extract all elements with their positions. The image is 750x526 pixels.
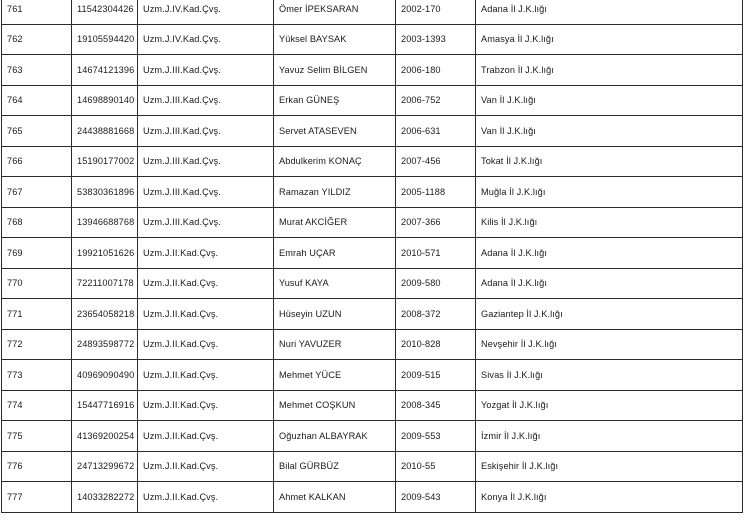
row-number-cell: 774	[2, 390, 72, 421]
rank-cell: Uzm.J.IV.Kad.Çvş.	[138, 24, 274, 55]
table-row	[2, 451, 743, 482]
registry-number-cell: 2006-180	[396, 55, 476, 86]
registry-number-cell: 2005-1188	[396, 177, 476, 208]
full-name-cell: Murat AKCİĞER	[274, 207, 396, 238]
id-number-cell: 24893598772	[72, 329, 138, 360]
full-name-cell: Mehmet YÜCE	[274, 360, 396, 391]
assigned-unit-cell: Adana İl J.K.lığı	[476, 268, 743, 299]
row-number-cell: 776	[2, 451, 72, 482]
id-number-cell: 40969090490	[72, 360, 138, 391]
full-name-cell: Yavuz Selim BİLGEN	[274, 55, 396, 86]
assigned-unit-cell: Eskişehir İl J.K.lığı	[476, 451, 743, 482]
rank-cell: Uzm.J.IV.Kad.Çvş.	[138, 0, 274, 24]
registry-number-cell: 2008-345	[396, 390, 476, 421]
assigned-unit-cell: Sivas İl J.K.lığı	[476, 360, 743, 391]
assigned-unit-cell: Konya İl J.K.lığı	[476, 482, 743, 513]
assigned-unit-cell: Amasya İl J.K.lığı	[476, 24, 743, 55]
id-number-cell: 15190177002	[72, 146, 138, 177]
rank-cell: Uzm.J.II.Kad.Çvş.	[138, 238, 274, 269]
rank-cell: Uzm.J.II.Kad.Çvş.	[138, 390, 274, 421]
full-name-cell: Ramazan YILDIZ	[274, 177, 396, 208]
row-number-cell: 770	[2, 268, 72, 299]
full-name-cell: Emrah UÇAR	[274, 238, 396, 269]
full-name-cell: Oğuzhan ALBAYRAK	[274, 421, 396, 452]
table-row	[2, 390, 743, 421]
full-name-cell: Yusuf KAYA	[274, 268, 396, 299]
id-number-cell: 11542304426	[72, 0, 138, 24]
registry-number-cell: 2007-366	[396, 207, 476, 238]
registry-number-cell: 2006-631	[396, 116, 476, 147]
rank-cell: Uzm.J.III.Kad.Çvş.	[138, 177, 274, 208]
assigned-unit-cell: Adana İl J.K.lığı	[476, 238, 743, 269]
full-name-cell: Servet ATASEVEN	[274, 116, 396, 147]
rank-cell: Uzm.J.II.Kad.Çvş.	[138, 451, 274, 482]
registry-number-cell: 2009-580	[396, 268, 476, 299]
rank-cell: Uzm.J.III.Kad.Çvş.	[138, 85, 274, 116]
registry-number-cell: 2006-752	[396, 85, 476, 116]
personnel-table-body	[2, 0, 743, 512]
row-number-cell: 766	[2, 146, 72, 177]
table-row	[2, 207, 743, 238]
table-row	[2, 85, 743, 116]
row-number-cell: 763	[2, 55, 72, 86]
id-number-cell: 19921051626	[72, 238, 138, 269]
assigned-unit-cell: Gaziantep İl J.K.lığı	[476, 299, 743, 330]
id-number-cell: 15447716916	[72, 390, 138, 421]
table-row	[2, 24, 743, 55]
full-name-cell: Hüseyin UZUN	[274, 299, 396, 330]
full-name-cell: Erkan GÜNEŞ	[274, 85, 396, 116]
table-row	[2, 421, 743, 452]
assigned-unit-cell: Van İl J.K.lığı	[476, 85, 743, 116]
assigned-unit-cell: Muğla İl J.K.lığı	[476, 177, 743, 208]
assigned-unit-cell: Nevşehir İl J.K.lığı	[476, 329, 743, 360]
full-name-cell: Abdulkerim KONAÇ	[274, 146, 396, 177]
registry-number-cell: 2009-515	[396, 360, 476, 391]
table-row	[2, 0, 743, 24]
row-number-cell: 777	[2, 482, 72, 513]
assigned-unit-cell: İzmir İl J.K.lığı	[476, 421, 743, 452]
id-number-cell: 14698890140	[72, 85, 138, 116]
assigned-unit-cell: Yozgat İl J.K.lığı	[476, 390, 743, 421]
rank-cell: Uzm.J.II.Kad.Çvş.	[138, 329, 274, 360]
full-name-cell: Yüksel BAYSAK	[274, 24, 396, 55]
assigned-unit-cell: Trabzon İl J.K.lığı	[476, 55, 743, 86]
table-row	[2, 116, 743, 147]
registry-number-cell: 2009-553	[396, 421, 476, 452]
full-name-cell: Ahmet KALKAN	[274, 482, 396, 513]
rank-cell: Uzm.J.II.Kad.Çvş.	[138, 268, 274, 299]
row-number-cell: 775	[2, 421, 72, 452]
id-number-cell: 19105594420	[72, 24, 138, 55]
registry-number-cell: 2009-543	[396, 482, 476, 513]
registry-number-cell: 2007-456	[396, 146, 476, 177]
assigned-unit-cell: Van İl J.K.lığı	[476, 116, 743, 147]
rank-cell: Uzm.J.II.Kad.Çvş.	[138, 299, 274, 330]
full-name-cell: Nuri YAVUZER	[274, 329, 396, 360]
full-name-cell: Bilal GÜRBÜZ	[274, 451, 396, 482]
table-row	[2, 55, 743, 86]
table-row	[2, 146, 743, 177]
assigned-unit-cell: Adana İl J.K.lığı	[476, 0, 743, 24]
rank-cell: Uzm.J.III.Kad.Çvş.	[138, 116, 274, 147]
id-number-cell: 53830361896	[72, 177, 138, 208]
personnel-table	[1, 0, 743, 513]
registry-number-cell: 2010-571	[396, 238, 476, 269]
registry-number-cell: 2003-1393	[396, 24, 476, 55]
row-number-cell: 767	[2, 177, 72, 208]
registry-number-cell: 2008-372	[396, 299, 476, 330]
id-number-cell: 24438881668	[72, 116, 138, 147]
row-number-cell: 768	[2, 207, 72, 238]
id-number-cell: 14033282272	[72, 482, 138, 513]
table-row	[2, 482, 743, 513]
row-number-cell: 761	[2, 0, 72, 24]
table-row	[2, 299, 743, 330]
row-number-cell: 772	[2, 329, 72, 360]
row-number-cell: 764	[2, 85, 72, 116]
assigned-unit-cell: Kilis İl J.K.lığı	[476, 207, 743, 238]
assigned-unit-cell: Tokat İl J.K.lığı	[476, 146, 743, 177]
id-number-cell: 13946688768	[72, 207, 138, 238]
full-name-cell: Ömer İPEKSARAN	[274, 0, 396, 24]
row-number-cell: 771	[2, 299, 72, 330]
rank-cell: Uzm.J.II.Kad.Çvş.	[138, 421, 274, 452]
table-row	[2, 360, 743, 391]
full-name-cell: Mehmet COŞKUN	[274, 390, 396, 421]
registry-number-cell: 2010-55	[396, 451, 476, 482]
registry-number-cell: 2010-828	[396, 329, 476, 360]
table-row	[2, 329, 743, 360]
id-number-cell: 23654058218	[72, 299, 138, 330]
rank-cell: Uzm.J.II.Kad.Çvş.	[138, 482, 274, 513]
table-row	[2, 238, 743, 269]
row-number-cell: 773	[2, 360, 72, 391]
id-number-cell: 24713299672	[72, 451, 138, 482]
id-number-cell: 14674121396	[72, 55, 138, 86]
rank-cell: Uzm.J.III.Kad.Çvş.	[138, 146, 274, 177]
id-number-cell: 72211007178	[72, 268, 138, 299]
registry-number-cell: 2002-170	[396, 0, 476, 24]
table-row	[2, 268, 743, 299]
rank-cell: Uzm.J.III.Kad.Çvş.	[138, 207, 274, 238]
row-number-cell: 765	[2, 116, 72, 147]
table-row	[2, 177, 743, 208]
rank-cell: Uzm.J.III.Kad.Çvş.	[138, 55, 274, 86]
row-number-cell: 769	[2, 238, 72, 269]
id-number-cell: 41369200254	[72, 421, 138, 452]
row-number-cell: 762	[2, 24, 72, 55]
rank-cell: Uzm.J.II.Kad.Çvş.	[138, 360, 274, 391]
